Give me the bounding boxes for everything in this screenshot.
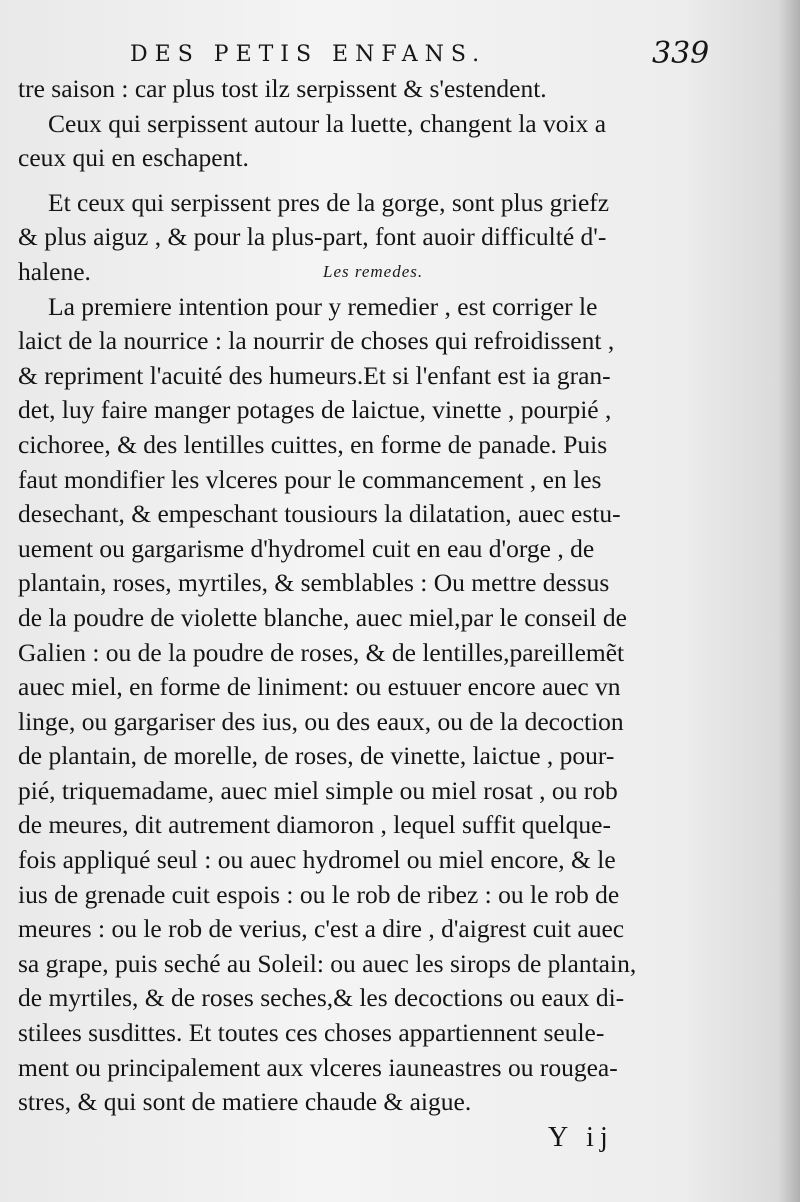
text-line: halene. xyxy=(18,256,91,286)
text-line: auec miel, en forme de liniment: ou estuuer encore auec vn xyxy=(18,672,621,702)
text-line: Ceux qui serpissent autour la luette, changent la voix a xyxy=(48,108,607,138)
text-line: La premiere intention pour y remedier , est corriger le xyxy=(48,291,598,321)
section-subheading: Les remedes. xyxy=(323,261,424,281)
text-line-with-subhead xyxy=(18,255,722,290)
text-line: linge, ou gargariser des ius, ou des eaux, ou de la decoction xyxy=(18,706,624,736)
text-line: Et ceux qui serpissent pres de la gorge, sont plus griefz xyxy=(48,187,610,217)
page-number: 339 xyxy=(652,36,710,71)
text-line: stilees susdittes. Et toutes ces choses appartiennent seule- xyxy=(18,1018,605,1048)
text-line: sa grape, puis seché au Soleil: ou auec les sirops de plantain, xyxy=(18,948,637,978)
text-line: stres, & qui sont de matiere chaude & aigue. xyxy=(18,1087,472,1117)
page-header xyxy=(0,36,800,72)
text-line: fois appliqué seul : ou auec hydromel ou miel encore, & le xyxy=(18,845,616,875)
text-line: cichoree, & des lentilles cuittes, en forme de panade. Puis xyxy=(18,429,608,459)
text-line: tre saison : car plus tost ilz serpissent & s'estendent. xyxy=(18,74,547,103)
text-line: meures : ou le rob de verius, c'est a dire , d'aigrest cuit auec xyxy=(18,914,625,944)
text-line: det, luy faire manger potages de laictue, vinette , pourpié , xyxy=(18,395,612,425)
text-line: & repriment l'acuité des humeurs.Et si l'enfant est ia gran- xyxy=(18,360,611,390)
text-line: uement ou gargarisme d'hydromel cuit en eau d'orge , de xyxy=(18,533,595,563)
running-head: DES PETIS ENFANS. xyxy=(130,42,487,67)
text-line: pié, triquemadame, auec miel simple ou miel rosat , ou rob xyxy=(18,775,618,805)
signature-mark: Y ij xyxy=(548,1122,614,1153)
text-line: desechant, & empeschant tousiours la dilatation, auec estu- xyxy=(18,499,621,529)
text-line: ius de grenade cuit espois : ou le rob de ribez : ou le rob de xyxy=(18,879,620,909)
text-line: faut mondifier les vlceres pour le commancement , en les xyxy=(18,464,602,494)
text-line: laict de la nourrice : la nourrir de choses qui refroidissent , xyxy=(18,326,615,356)
text-line: & plus aiguz , & pour la plus-part, font auoir difficulté d'- xyxy=(18,222,607,252)
text-line: de plantain, de morelle, de roses, de vinette, laictue , pour- xyxy=(18,741,615,771)
text-line: de meures, dit autrement diamoron , lequel suffit quelque- xyxy=(18,810,611,840)
text-line: Galien : ou de la poudre de roses, & de lentilles,pareillemẽt xyxy=(18,637,625,667)
text-line: ceux qui en eschapent. xyxy=(18,143,249,173)
text-line: de myrtiles, & de roses seches,& les decoctions ou eaux di- xyxy=(18,983,625,1013)
text-line: ment ou principalement aux vlceres iauneastres ou rougea- xyxy=(18,1052,618,1082)
text-line: plantain, roses, myrtiles, & semblables : Ou mettre dessus xyxy=(18,568,610,598)
body-text xyxy=(18,72,722,1120)
text-line: de la poudre de violette blanche, auec miel,par le conseil de xyxy=(18,602,627,632)
